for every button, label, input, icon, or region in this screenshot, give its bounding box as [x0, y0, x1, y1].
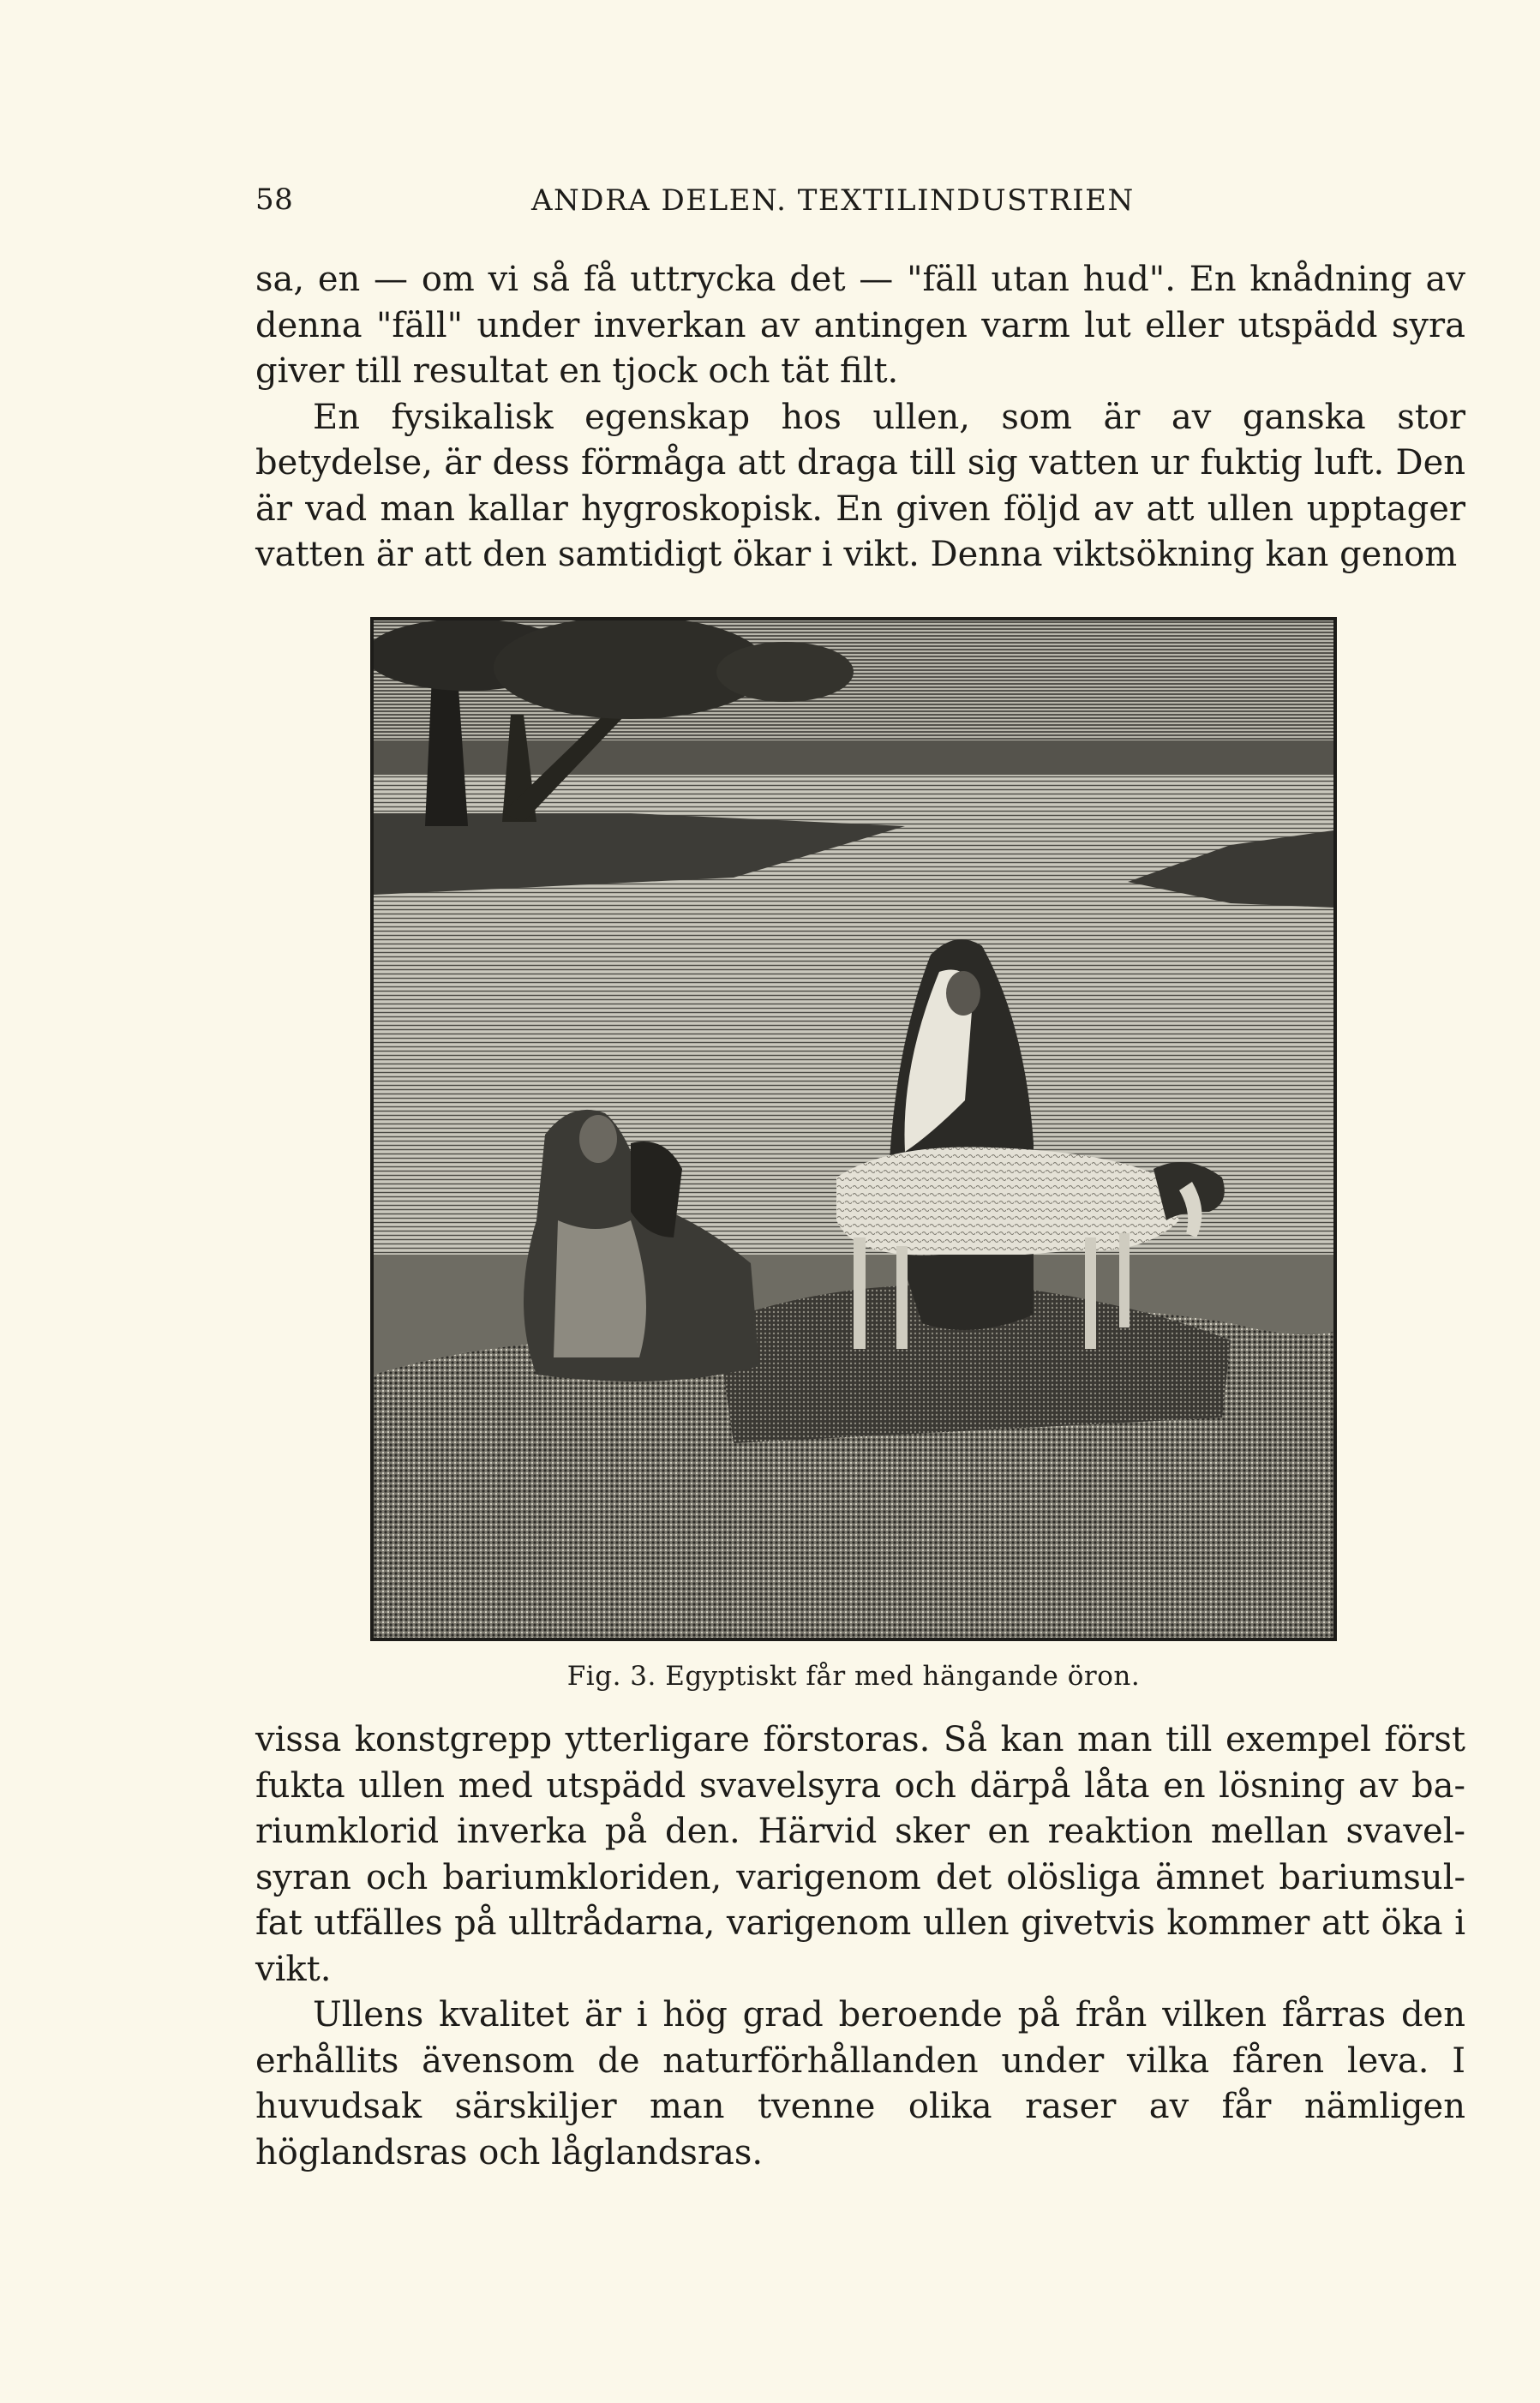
page-number: 58 [255, 183, 294, 217]
figure-illustration [370, 617, 1337, 1641]
body-text-bottom [255, 1717, 1465, 2176]
paragraph: sa, en — om vi så få uttrycka det — "fäll utan hud". En knådning av denna "fäll" under inverkan av antingen varm lut eller utspädd syra giver till resultat en tjock och tät filt. [255, 260, 1465, 391]
engraving-image [374, 620, 1333, 1638]
running-head: ANDRA DELEN. TEXTILINDUSTRIEN [531, 183, 1135, 218]
paragraph: En fysikalisk egenskap hos ullen, som är av ganska stor betydelse, är dess förmåga att draga till sig vatten ur fuktig luft. Den är vad man kallar hygroskopisk. En given följd av att ullen upptager vatten är att den samtidigt ökar i vikt. Denna viktsökning kan genom [255, 397, 1465, 574]
paragraph: Ullens kvalitet är i hög grad beroende på från vilken fårras den erhållits ävensom de naturförhållanden under vilka fåren leva. I huvudsak särskiljer man tvenne olika raser av får nämligen höglandsras och låglandsras. [255, 1995, 1465, 2172]
body-text-top [255, 257, 1465, 578]
paragraph: vissa konstgrepp ytterligare förstoras. Så kan man till exempel först fukta ullen med utspädd svavelsyra och därpå låta en lösning av bariumklorid inverka på den. Härvid sker en reaktion mellan svavelsyran och bariumkloriden, varigenom det olösliga ämnet bariumsulfat utfälles på ulltrådarna, varigenom ullen givetvis kommer att öka i vikt. [255, 1720, 1465, 1989]
figure-caption: Fig. 3. Egyptiskt får med hängande öron. [566, 1661, 1141, 1692]
